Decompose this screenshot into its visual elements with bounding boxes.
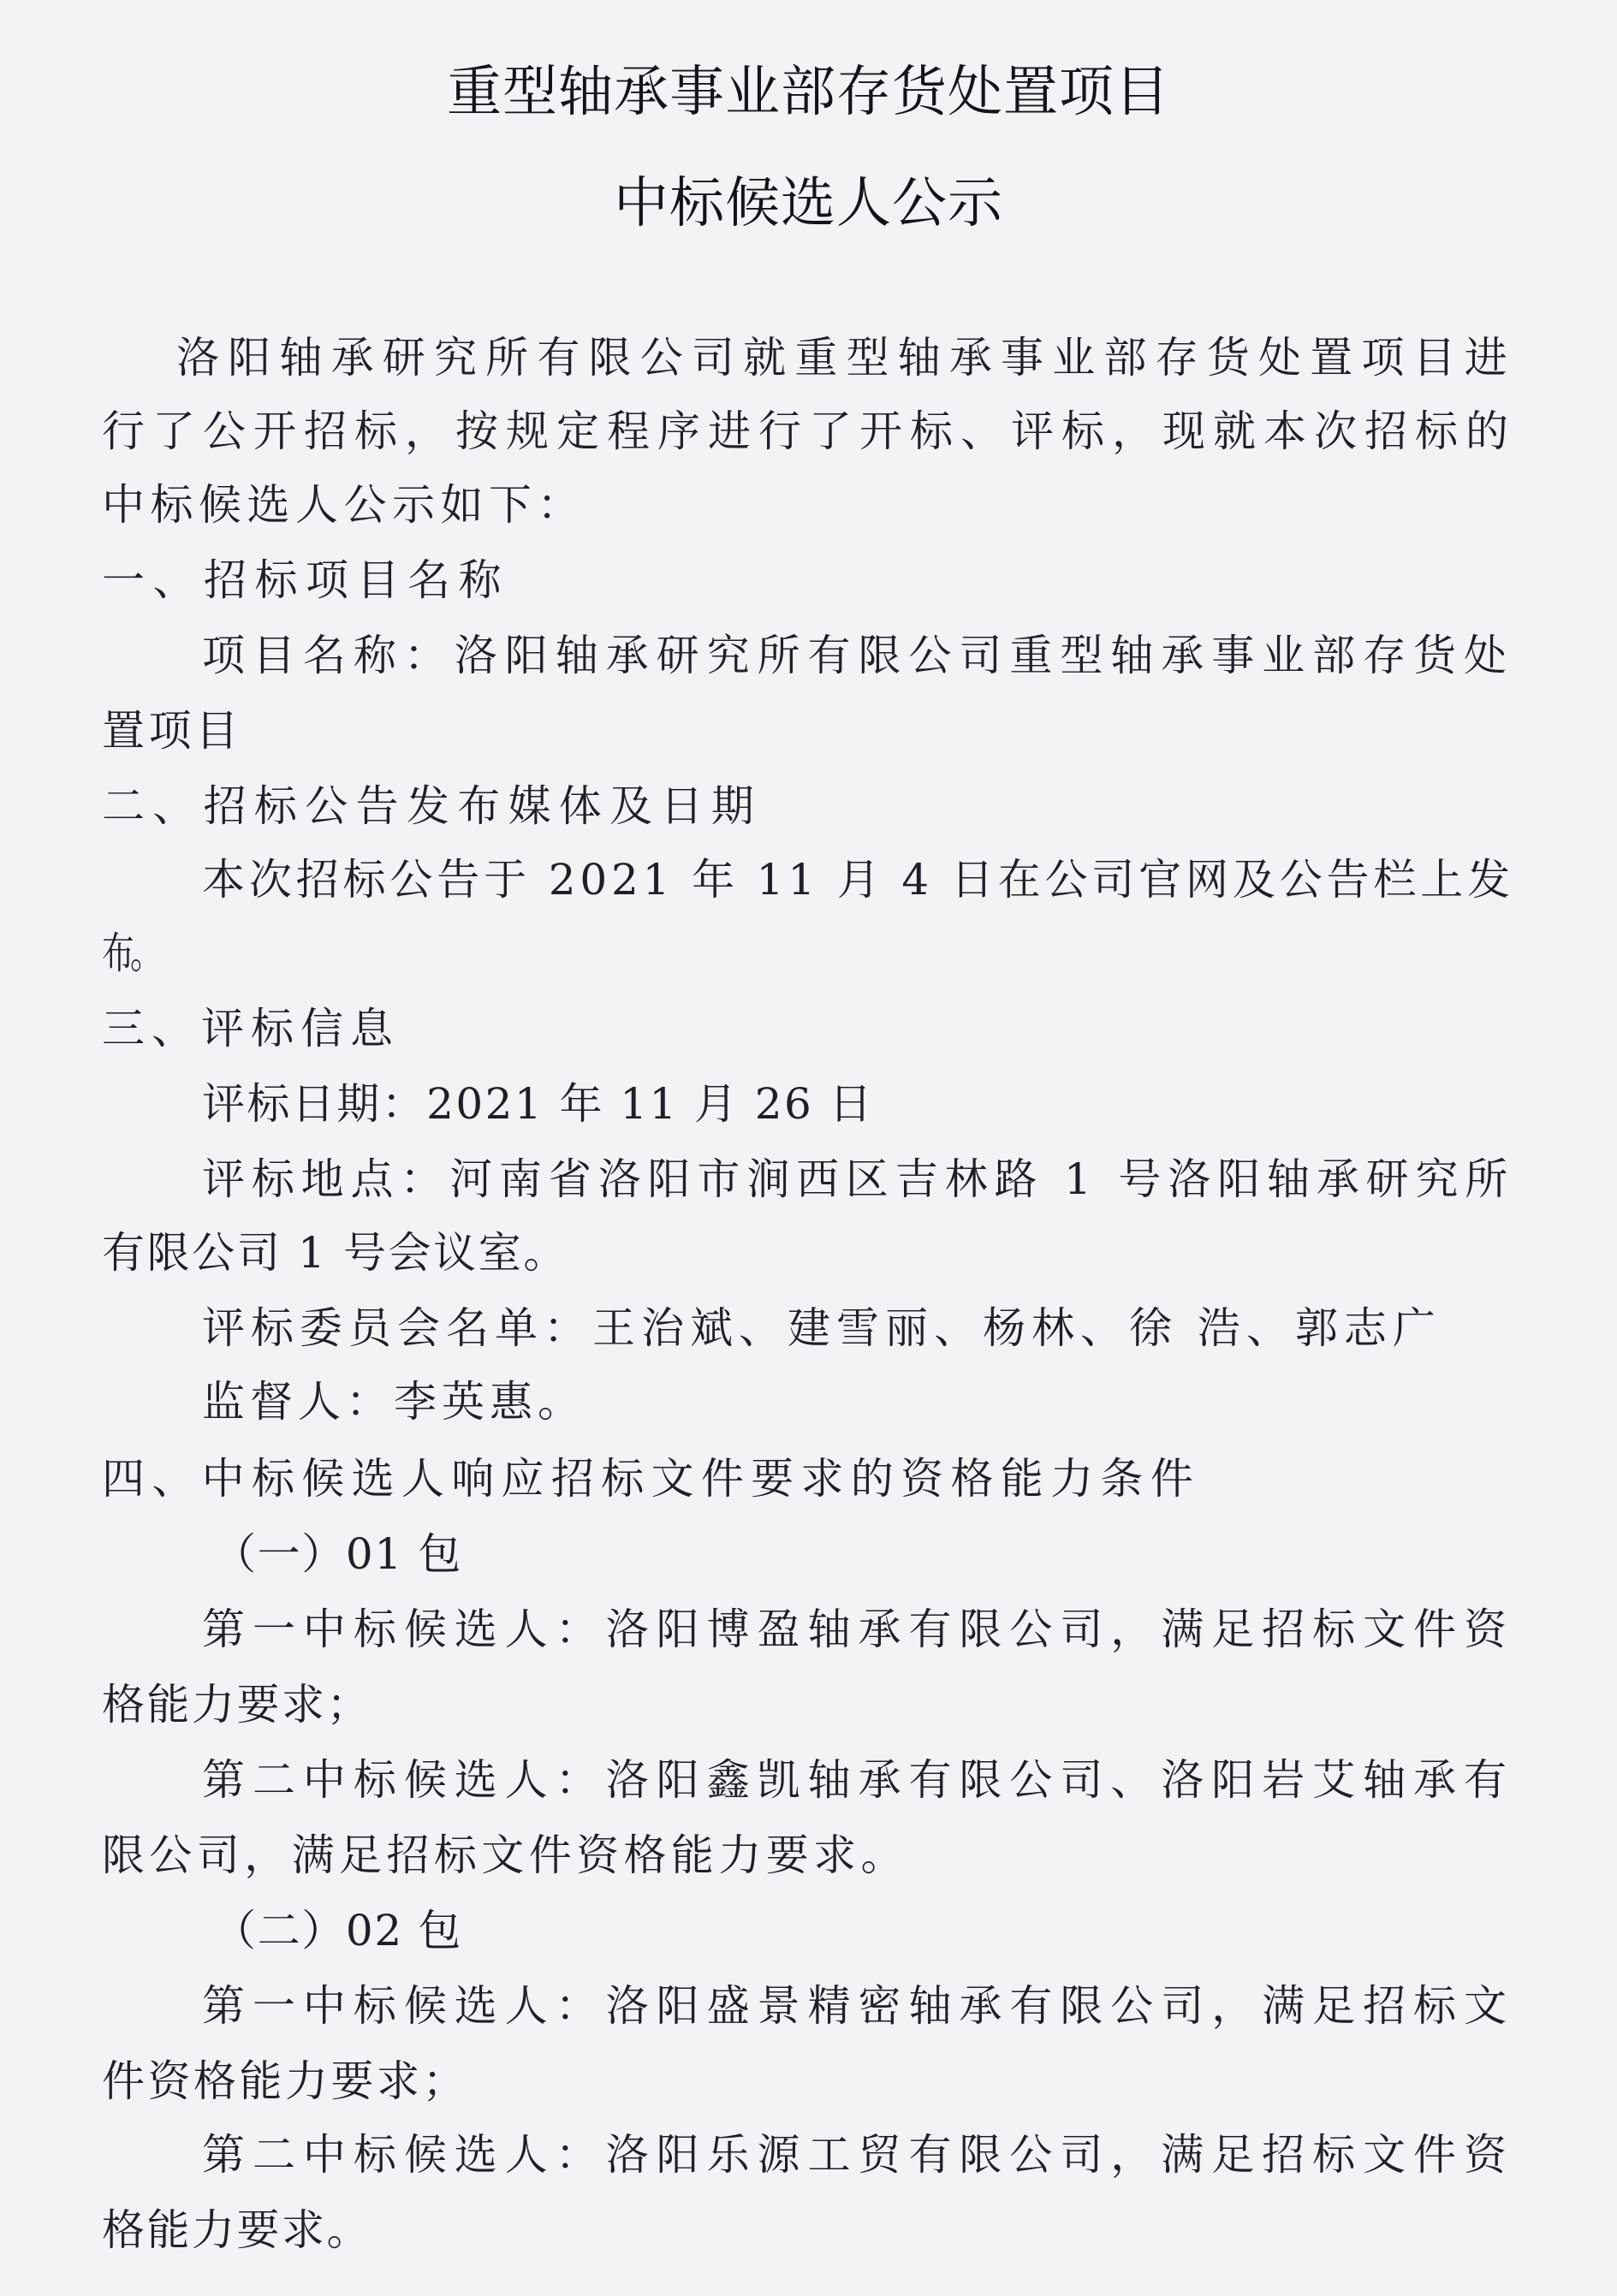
announcement-line-2: 布。 [102, 928, 158, 978]
section-heading-3: 三、评标信息 [102, 1004, 400, 1053]
intro-line-1: 洛阳轴承研究所有限公司就重型轴承事业部存货处置项目进 [176, 333, 1516, 383]
package-01-second-candidate-line-1: 第二中标候选人：洛阳鑫凯轴承有限公司、洛阳岩艾轴承有 [202, 1755, 1514, 1805]
intro-line-3: 中标候选人公示如下： [102, 480, 586, 530]
package-01-first-candidate-line-2: 格能力要求； [102, 1680, 372, 1729]
document-subtitle: 中标候选人公示 [614, 172, 1003, 235]
project-name-line-2: 置项目 [102, 706, 243, 756]
package-02-heading: （二）02 包 [213, 1906, 462, 1955]
package-02-first-candidate-line-2: 件资格能力要求； [102, 2056, 468, 2106]
section-heading-4: 四、中标候选人响应招标文件要求的资格能力条件 [102, 1454, 1201, 1504]
committee-members: 评标委员会名单：王治斌、建雪丽、杨林、徐 浩、郭志广 [202, 1303, 1442, 1353]
section-heading-1: 一、招标项目名称 [102, 555, 509, 605]
supervisor: 监督人：李英惠。 [202, 1377, 586, 1427]
section-heading-2: 二、招标公告发布媒体及日期 [102, 781, 763, 831]
project-name-line-1: 项目名称：洛阳轴承研究所有限公司重型轴承事业部存货处 [202, 631, 1514, 680]
package-02-second-candidate-line-2: 格能力要求。 [102, 2205, 372, 2255]
document-title: 重型轴承事业部存货处置项目 [447, 61, 1170, 124]
evaluation-date: 评标日期：2021 年 11 月 26 日 [202, 1079, 874, 1129]
intro-line-2: 行了公开招标，按规定程序进行了开标、评标，现就本次招标的 [102, 406, 1516, 456]
package-01-second-candidate-line-2: 限公司，满足招标文件资格能力要求。 [102, 1830, 908, 1880]
package-02-first-candidate-line-1: 第一中标候选人：洛阳盛景精密轴承有限公司，满足招标文 [202, 1981, 1514, 2031]
package-01-first-candidate-line-1: 第一中标候选人：洛阳博盈轴承有限公司，满足招标文件资 [202, 1605, 1514, 1654]
evaluation-location-line-1: 评标地点：河南省洛阳市涧西区吉林路 1 号洛阳轴承研究所 [202, 1154, 1515, 1204]
announcement-line-1: 本次招标公告于 2021 年 11 月 4 日在公司官网及公告栏上发 [202, 855, 1514, 905]
package-01-heading: （一）01 包 [213, 1529, 462, 1579]
evaluation-location-line-2: 有限公司 1 号会议室。 [102, 1228, 569, 1278]
package-02-second-candidate-line-1: 第二中标候选人：洛阳乐源工贸有限公司，满足招标文件资 [202, 2130, 1514, 2180]
